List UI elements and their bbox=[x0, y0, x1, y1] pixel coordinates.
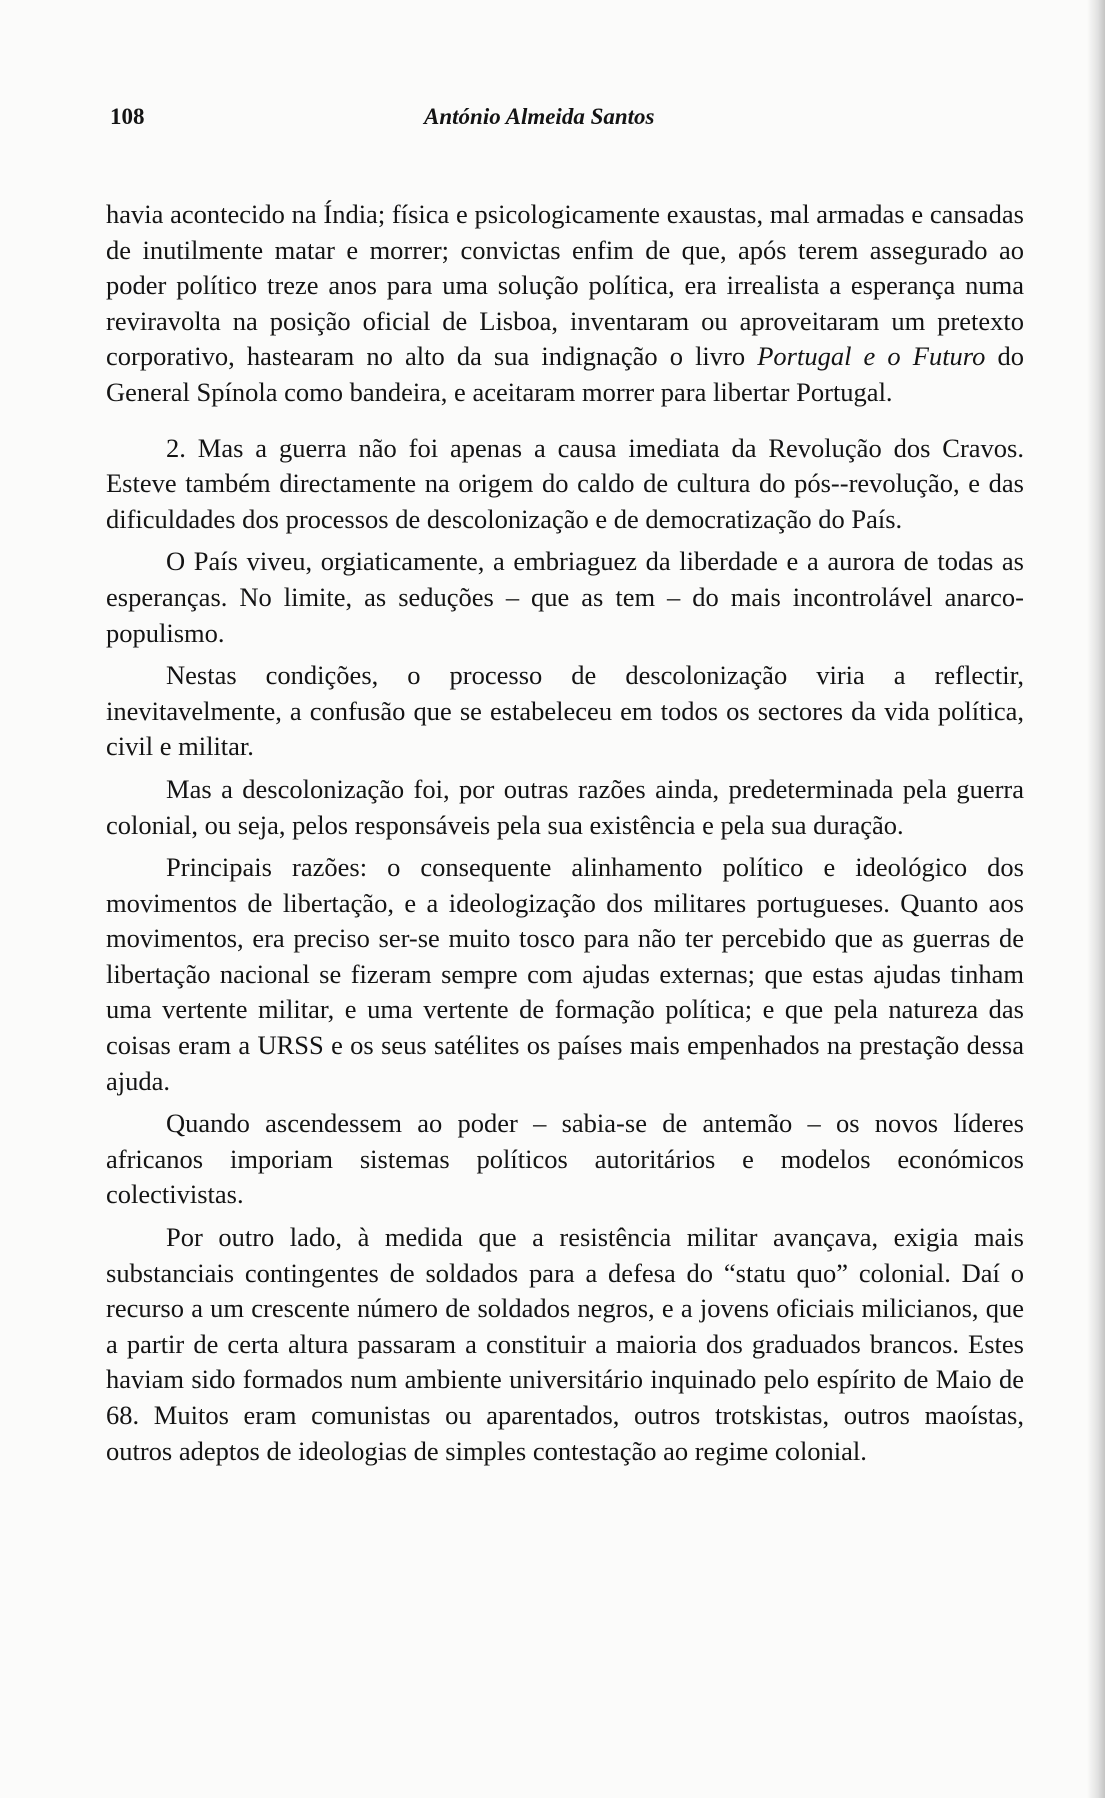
running-head bbox=[110, 104, 990, 136]
paragraph: Mas a descolonização foi, por outras razões ainda, predeterminada pela guerra colonial, ou seja, pelos responsáveis pela sua existência e pela sua duração. bbox=[106, 773, 1024, 840]
paragraph: Nestas condições, o processo de descolonização viria a reflectir, inevitavelmente, a confusão que se estabeleceu em todos os sectores da vida política, civil e militar. bbox=[106, 660, 1024, 762]
paragraph-section-2: 2. Mas a guerra não foi apenas a causa imediata da Revolução dos Cravos. Esteve também directamente na origem do caldo de cultura do pós--revolução, e das dificuldades dos processos de descolonização e de democratização do País. bbox=[106, 432, 1024, 534]
paragraph: O País viveu, orgiaticamente, a embriaguez da liberdade e a aurora de todas as esperanças. No limite, as seduções – que as tem – do mais incontrolável anarco-populismo. bbox=[106, 546, 1024, 648]
body-text bbox=[106, 197, 1024, 1469]
running-title: António Almeida Santos bbox=[424, 104, 655, 129]
page-number: 108 bbox=[110, 104, 145, 129]
paragraph: Quando ascendessem ao poder – sabia-se de antemão – os novos líderes africanos imporiam sistemas políticos autoritários e modelos económicos colectivistas. bbox=[106, 1108, 1024, 1210]
paragraph-text: do General Spínola como bandeira, e aceitaram morrer para libertar Portugal. bbox=[106, 341, 1024, 407]
paragraph-text: havia acontecido na Índia; física e psicologicamente exaustas, mal armadas e cansadas de inutilmente matar e morrer; convictas enfim de que, após terem assegurado ao poder político treze anos para uma solução política, era irrealista a esperança numa reviravolta na posição oficial de Lisboa, inventaram ou aproveitaram um pretexto corporativo, hastearam no alto da sua indignação o livro bbox=[106, 199, 1024, 372]
book-title: Portugal e o Futuro bbox=[757, 341, 986, 372]
paragraph: Principais razões: o consequente alinhamento político e ideológico dos movimentos de libertação, e a ideologização dos militares portugueses. Quanto aos movimentos, era preciso ser-se muito tosco para não ter percebido que as guerras de libertação nacional se fizeram sempre com ajudas externas; que estas ajudas tinham uma vertente militar, e uma vertente de formação política; e que pela natureza das coisas eram a URSS e os seus satélites os países mais empenhados na prestação dessa ajuda. bbox=[106, 852, 1024, 1096]
paragraph-continuation bbox=[106, 197, 1024, 411]
paragraph: Por outro lado, à medida que a resistência militar avançava, exigia mais substanciais contingentes de soldados para a defesa do “statu quo” colonial. Daí o recurso a um crescente número de soldados negros, e a jovens oficiais milicianos, que a partir de certa altura passaram a constituir a maioria dos graduados brancos. Estes haviam sido formados num ambiente universitário inquinado pelo espírito de Maio de 68. Muitos eram comunistas ou aparentados, outros trotskistas, outros maoístas, outros adeptos de ideologias de simples contestação ao regime colonial. bbox=[106, 1222, 1024, 1466]
page-edge-shadow bbox=[1087, 0, 1105, 1798]
